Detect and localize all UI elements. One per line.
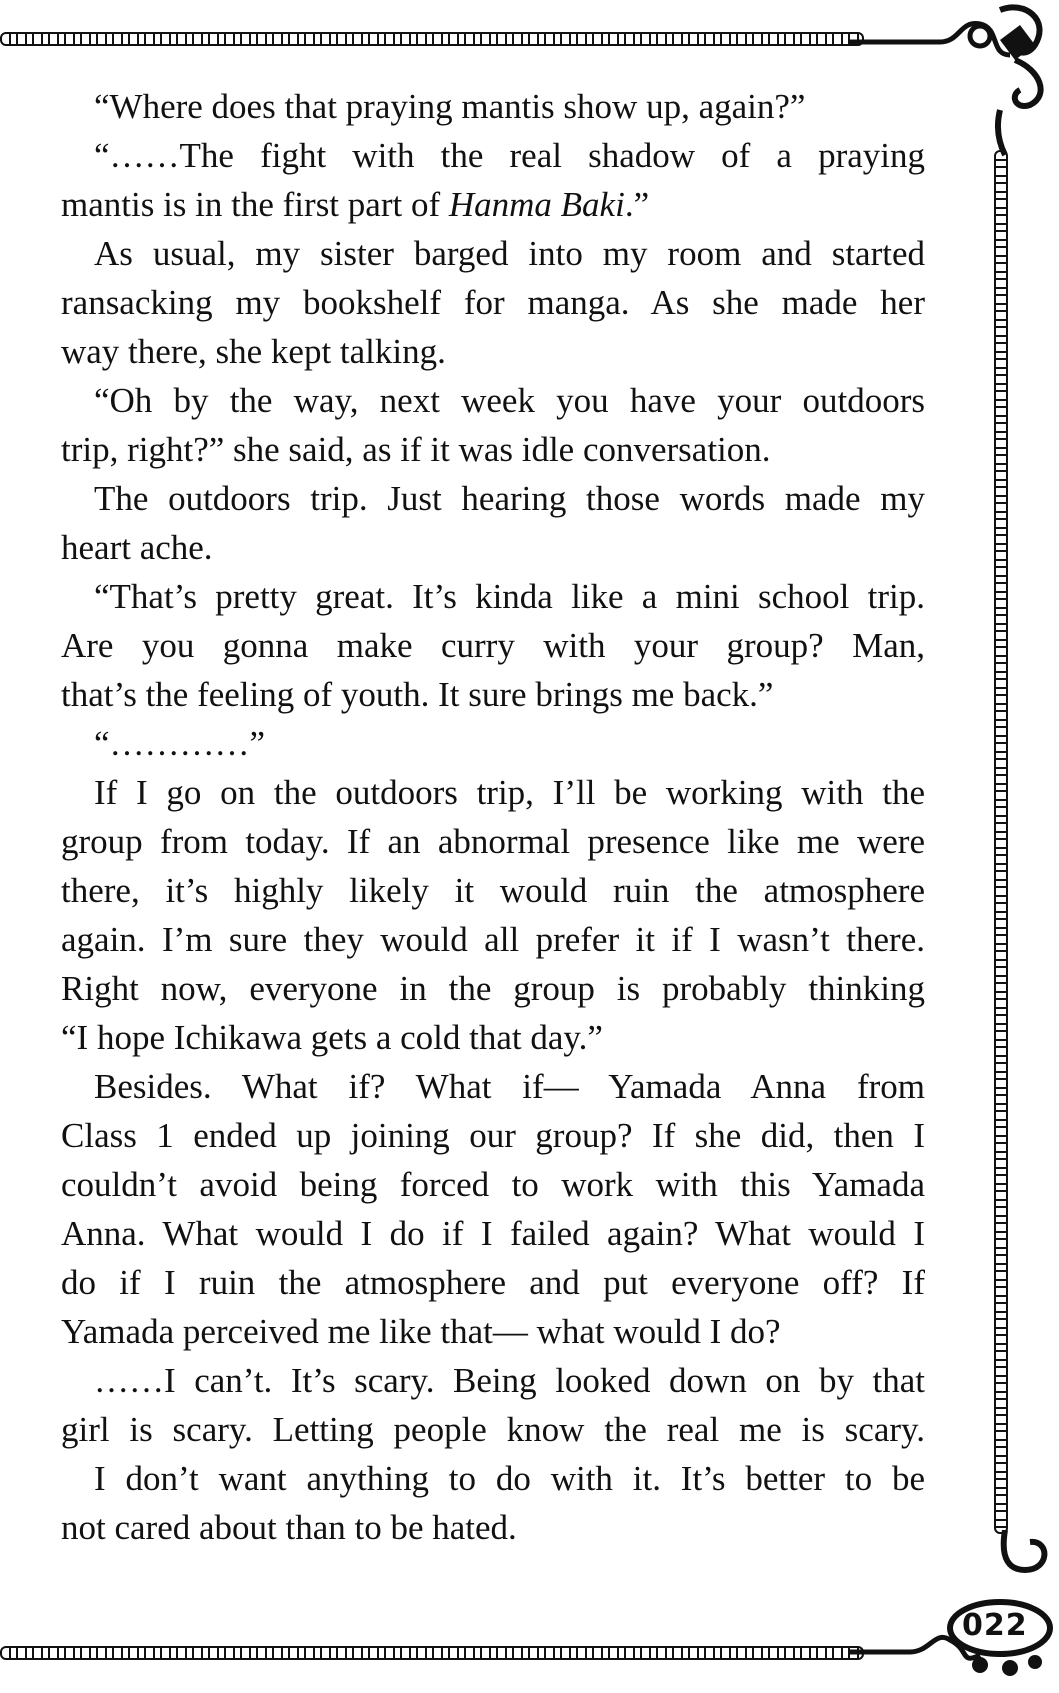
text-line [61,1503,925,1552]
text-line [61,327,925,376]
line-text: mantis is in the first part of [61,185,449,224]
line-text: “I hope Ichikawa gets a cold that day.” [61,1018,603,1057]
text-line [61,768,925,817]
line-text: girl is scary. Letting people know the real me is scary. [61,1410,925,1449]
text-line [61,1258,925,1307]
text-line [61,1454,925,1503]
page-body-text [61,82,925,1552]
line-text: The outdoors trip. Just hearing those words made my [94,479,925,518]
text-line [61,915,925,964]
text-line [61,1160,925,1209]
line-text: Besides. What if? What if— Yamada Anna from [94,1067,925,1106]
line-text: again. I’m sure they would all prefer it if I wasn’t there. [61,920,925,959]
line-text: that’s the feeling of youth. It sure brings me back.” [61,675,774,714]
line-text: heart ache. [61,528,213,567]
text-line [61,425,925,474]
text-line [61,180,925,229]
text-line [61,1062,925,1111]
line-text: couldn’t avoid being forced to work with this Yamada [61,1165,925,1204]
line-text: I don’t want anything to do with it. It’s better to be [94,1459,925,1498]
line-text: Yamada perceived me like that— what would I do? [61,1312,781,1351]
text-line [61,817,925,866]
text-line [61,670,925,719]
text-line [61,1405,925,1454]
text-line [61,866,925,915]
text-line [61,1111,925,1160]
text-line [61,572,925,621]
text-line [61,131,925,180]
right-chain-border [994,150,1008,1534]
line-text: Anna. What would I do if I failed again? What would I [61,1214,925,1253]
book-title: Hanma Baki [448,185,625,224]
text-line [61,523,925,572]
text-line [61,82,925,131]
text-line [61,1307,925,1356]
line-text: ransacking my bookshelf for manga. As she made her [61,283,925,322]
line-text: there, it’s highly likely it would ruin the atmosphere [61,871,925,910]
text-line [61,278,925,327]
page-number: 022 [962,1608,1028,1643]
text-line [61,1209,925,1258]
line-text: “……The fight with the real shadow of a praying [94,136,925,175]
line-text: If I go on the outdoors trip, I’ll be working with the [94,773,925,812]
bottom-right-ornament [850,1530,1059,1693]
line-text: As usual, my sister barged into my room and started [94,234,925,273]
line-text: group from today. If an abnormal presence like me were [61,822,925,861]
line-text: Are you gonna make curry with your group? Man, [61,626,925,665]
line-text: “Where does that praying mantis show up, again?” [94,87,806,126]
line-text: trip, right?” she said, as if it was idle conversation. [61,430,771,469]
text-line [61,964,925,1013]
line-text-after: .” [624,185,650,224]
line-text: “…………” [94,724,266,763]
line-text: ……I can’t. It’s scary. Being looked down on by that [94,1361,925,1400]
text-line [61,1356,925,1405]
line-text: not cared about than to be hated. [61,1508,517,1547]
text-line [61,1013,925,1062]
text-line [61,474,925,523]
line-text: do if I ruin the atmosphere and put everyone off? If [61,1263,925,1302]
line-text: “Oh by the way, next week you have your outdoors [94,381,925,420]
text-line [61,719,925,768]
top-chain-border [0,32,864,46]
bottom-chain-border [0,1646,864,1660]
line-text: Class 1 ended up joining our group? If she did, then I [61,1116,925,1155]
text-line [61,229,925,278]
line-text: Right now, everyone in the group is probably thinking [61,969,925,1008]
line-text: way there, she kept talking. [61,332,446,371]
text-line [61,376,925,425]
text-line [61,621,925,670]
line-text: “That’s pretty great. It’s kinda like a mini school trip. [94,577,925,616]
